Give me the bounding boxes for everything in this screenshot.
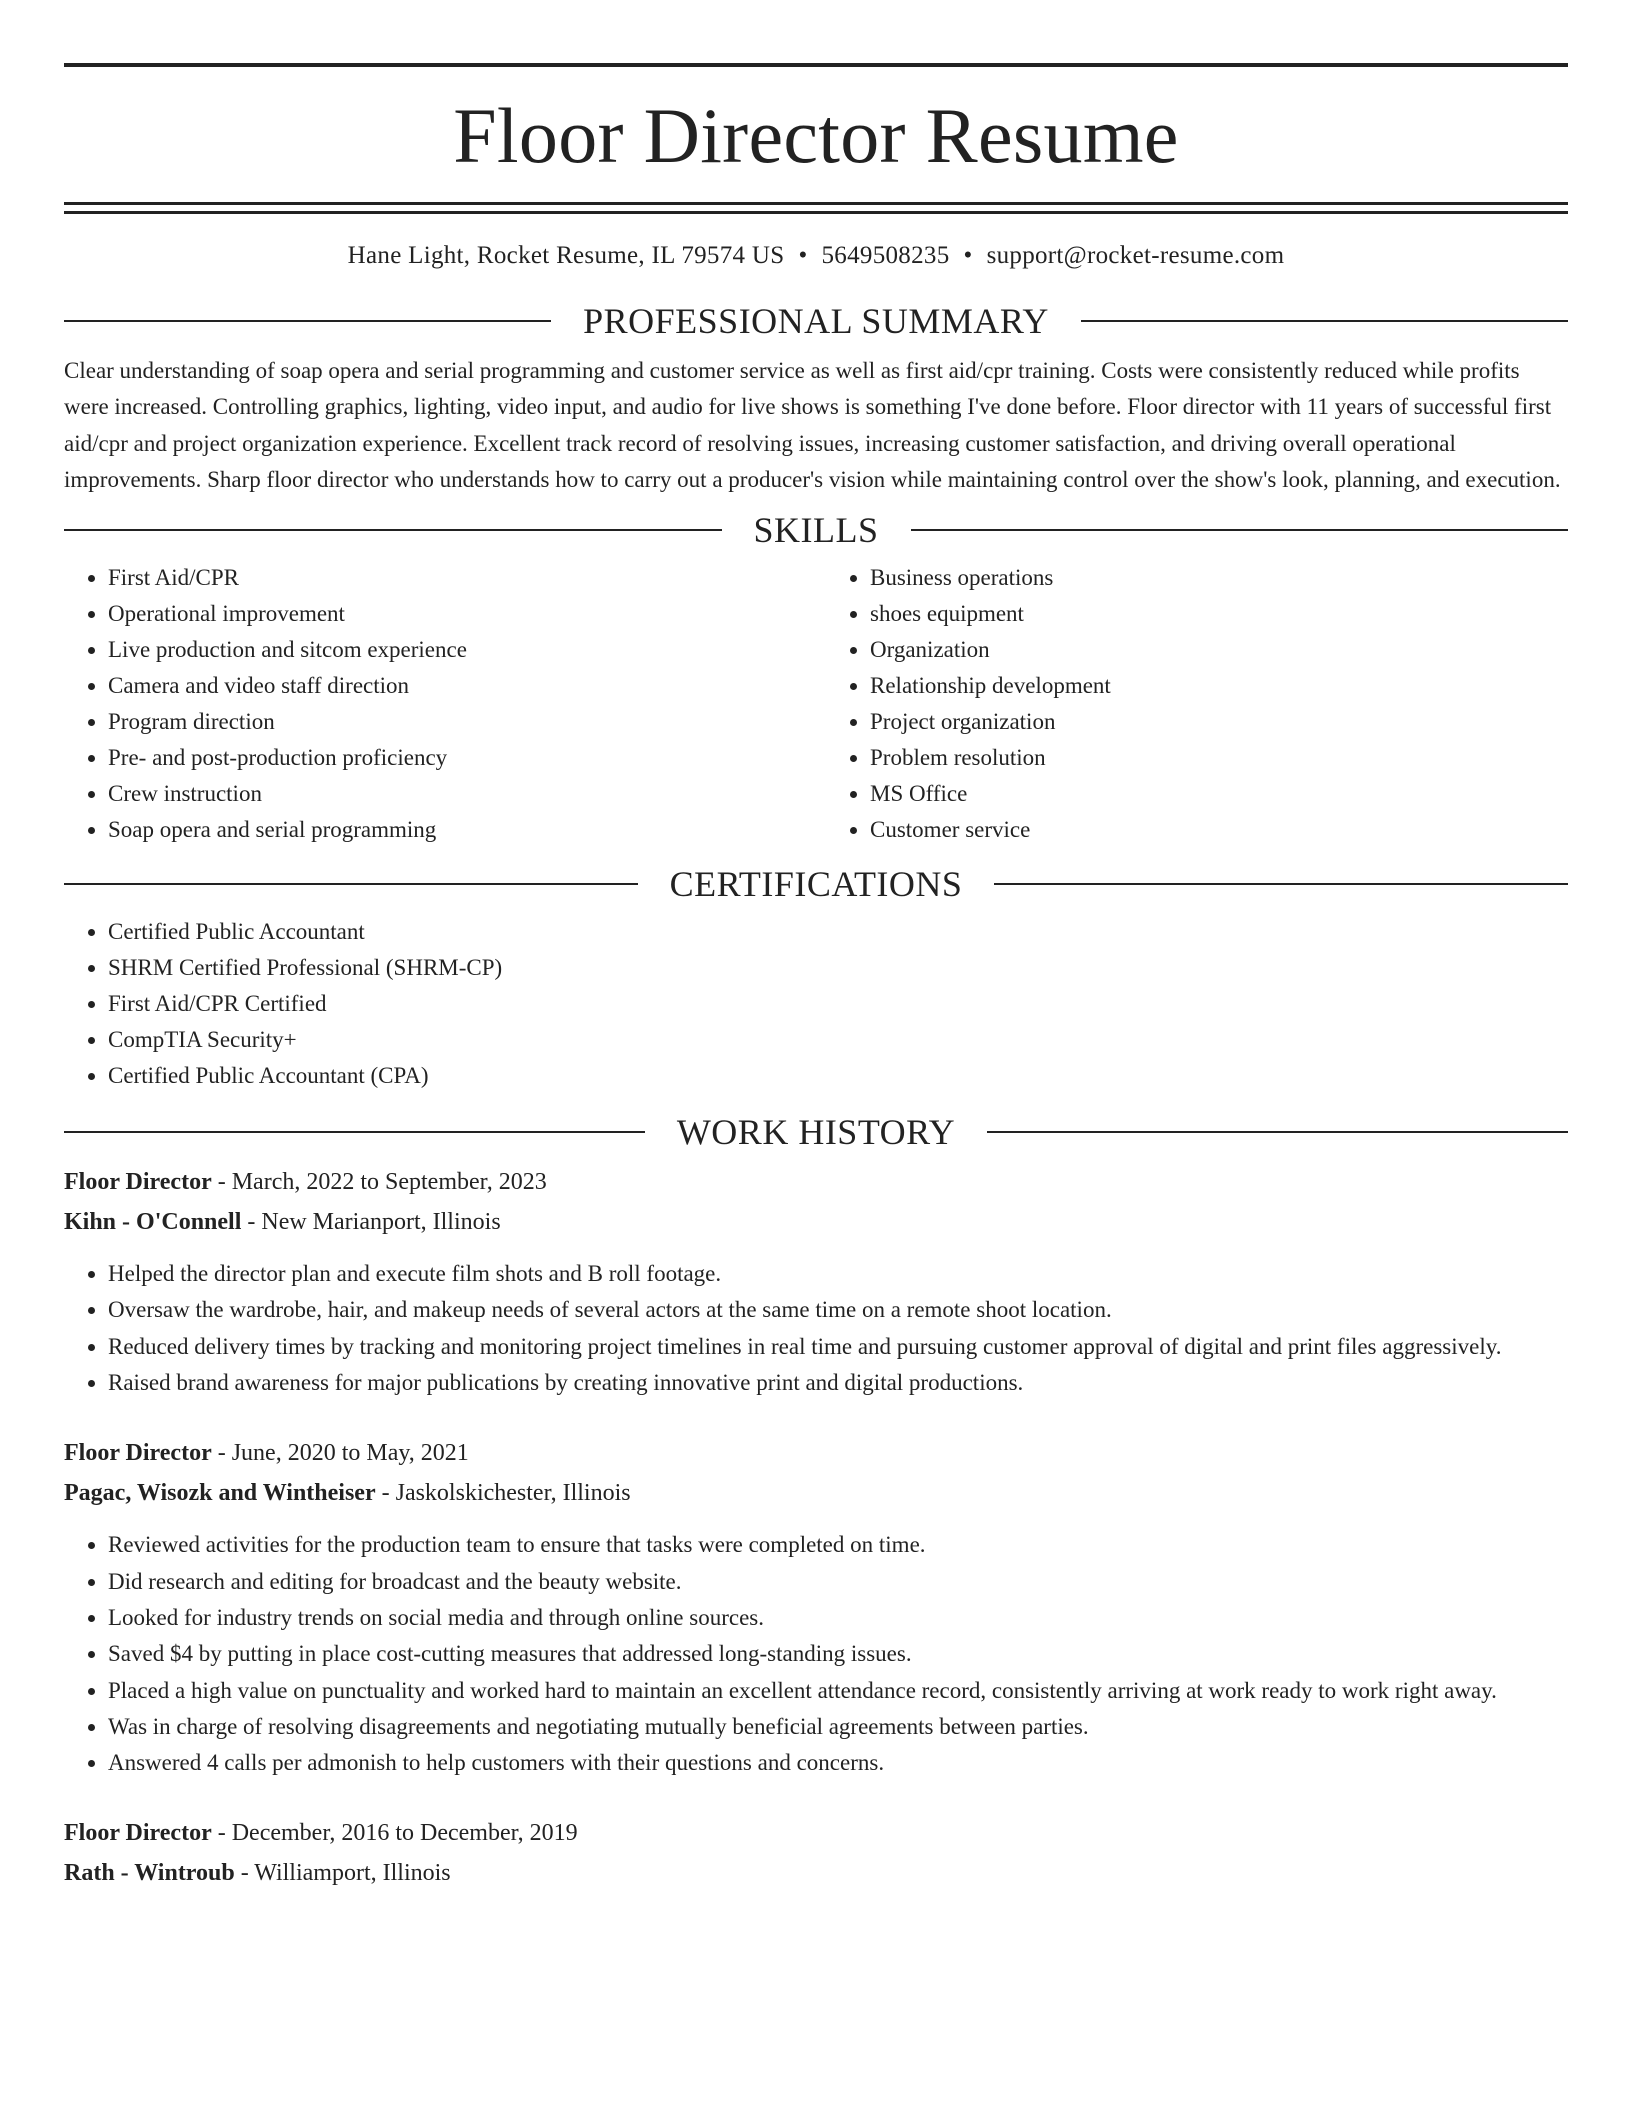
professional-summary: Clear understanding of soap opera and serial programming and customer service as well as first aid/cpr training. Costs were consistently reduced while profits were increased. Controlling graphics, lighting, video input, and audio for live shows is something I've done before. Floor director with 11 years of successful first aid/cpr and project organization experience. Excellent track record of resolving issues, increasing customer satisfaction, and driving overall operational improvements. Sharp floor director who understands how to carry out a producer's vision while maintaining control over the show's look, planning, and execution. <box>64 358 1561 492</box>
section-rule <box>64 529 722 531</box>
job-duty-item: • Placed a high value on punctuality and worked hard to maintain an excellent attendance record, consistently arriving at work ready to work right away. <box>108 1673 1568 1709</box>
contact-separator: • <box>963 242 973 269</box>
job-duty-item: • Oversaw the wardrobe, hair, and makeup needs of several actors at the same time on a remote shoot location. <box>108 1292 1568 1328</box>
section-rule <box>987 1131 1568 1133</box>
skill-item: • First Aid/CPR <box>108 560 816 596</box>
work-section-header <box>64 1112 1568 1152</box>
work-section-title: WORK HISTORY <box>676 1112 956 1153</box>
skill-item: • MS Office <box>870 776 1568 812</box>
certification-item: • Certified Public Accountant (CPA) <box>108 1058 1568 1094</box>
summary-section-title: PROFESSIONAL SUMMARY <box>583 301 1049 341</box>
section-rule <box>911 529 1569 531</box>
skill-item: • Live production and sitcom experience <box>108 632 816 668</box>
contact-phone: 5649508235 <box>821 242 950 269</box>
skill-item: • Program direction <box>108 704 816 740</box>
skills-list-right <box>816 560 1568 848</box>
top-rule <box>64 63 1568 67</box>
job-heading <box>64 1813 1568 1853</box>
job-entry <box>64 1813 1568 1893</box>
page-title: Floor Director Resume <box>453 92 1179 179</box>
skills-list-left <box>64 560 816 848</box>
certification-item: • CompTIA Security+ <box>108 1022 1568 1058</box>
job-duty-item: • Raised brand awareness for major publications by creating innovative print and digital productions. <box>108 1365 1568 1401</box>
certifications-list <box>64 914 1568 1094</box>
skill-item: • Soap opera and serial programming <box>108 812 816 848</box>
skills-columns <box>64 560 1568 848</box>
job-duties <box>64 1256 1568 1401</box>
job-location: - New Marianport, Illinois <box>247 1209 501 1236</box>
skill-item: • Pre- and post-production proficiency <box>108 740 816 776</box>
job-duty-item: • Answered 4 calls per admonish to help customers with their questions and concerns. <box>108 1745 1568 1781</box>
job-title: Floor Director <box>64 1820 212 1847</box>
section-rule <box>994 883 1568 885</box>
section-rule <box>64 1131 645 1133</box>
job-employer <box>64 1853 1568 1893</box>
job-duties <box>64 1527 1568 1781</box>
contact-line <box>64 241 1568 271</box>
skill-item: • Crew instruction <box>108 776 816 812</box>
job-company: Pagac, Wisozk and Wintheiser <box>64 1480 376 1507</box>
certifications-section-title: CERTIFICATIONS <box>669 864 963 905</box>
contact-separator: • <box>798 242 808 269</box>
job-duty-item: • Looked for industry trends on social media and through online sources. <box>108 1600 1568 1636</box>
skill-item: • Project organization <box>870 704 1568 740</box>
job-entry <box>64 1162 1568 1401</box>
title-double-rule <box>64 202 1568 214</box>
skill-item: • Operational improvement <box>108 596 816 632</box>
skill-item: • Customer service <box>870 812 1568 848</box>
job-location: - Williamport, Illinois <box>240 1860 451 1887</box>
resume-content <box>64 0 1568 1893</box>
section-rule <box>64 883 638 885</box>
job-duty-item: • Reduced delivery times by tracking and monitoring project timelines in real time and pursuing customer approval of digital and print files aggressively. <box>108 1329 1568 1365</box>
section-rule <box>64 320 551 322</box>
job-duty-item: • Was in charge of resolving disagreements and negotiating mutually beneficial agreements between parties. <box>108 1709 1568 1745</box>
job-heading <box>64 1433 1568 1473</box>
certifications-section-header <box>64 864 1568 904</box>
job-duty-item: • Saved $4 by putting in place cost-cutting measures that addressed long-standing issues. <box>108 1636 1568 1672</box>
certification-item: • SHRM Certified Professional (SHRM-CP) <box>108 950 1568 986</box>
job-dates: - March, 2022 to September, 2023 <box>217 1169 547 1196</box>
skill-item: • shoes equipment <box>870 596 1568 632</box>
skill-item: • Camera and video staff direction <box>108 668 816 704</box>
job-dates: - December, 2016 to December, 2019 <box>217 1820 578 1847</box>
job-dates: - June, 2020 to May, 2021 <box>217 1440 469 1467</box>
section-rule <box>1081 320 1568 322</box>
job-duty-item: • Did research and editing for broadcast and the beauty website. <box>108 1564 1568 1600</box>
skill-item: • Relationship development <box>870 668 1568 704</box>
certification-item: • Certified Public Accountant <box>108 914 1568 950</box>
job-location: - Jaskolskichester, Illinois <box>381 1480 631 1507</box>
job-duty-item: • Helped the director plan and execute film shots and B roll footage. <box>108 1256 1568 1292</box>
contact-address: Hane Light, Rocket Resume, IL 79574 US <box>347 242 785 269</box>
skill-item: • Business operations <box>870 560 1568 596</box>
skills-section-title: SKILLS <box>753 510 879 551</box>
job-company: Rath - Wintroub <box>64 1860 235 1887</box>
job-title: Floor Director <box>64 1169 212 1196</box>
skill-item: • Problem resolution <box>870 740 1568 776</box>
summary-section-header <box>64 301 1568 341</box>
job-employer <box>64 1473 1568 1513</box>
contact-email: support@rocket-resume.com <box>986 242 1285 269</box>
job-employer <box>64 1202 1568 1242</box>
job-heading <box>64 1162 1568 1202</box>
job-duty-item: • Reviewed activities for the production team to ensure that tasks were completed on time. <box>108 1527 1568 1563</box>
certification-item: • First Aid/CPR Certified <box>108 986 1568 1022</box>
job-title: Floor Director <box>64 1440 212 1467</box>
job-company: Kihn - O'Connell <box>64 1209 242 1236</box>
skills-section-header <box>64 510 1568 550</box>
job-entry <box>64 1433 1568 1781</box>
skill-item: • Organization <box>870 632 1568 668</box>
